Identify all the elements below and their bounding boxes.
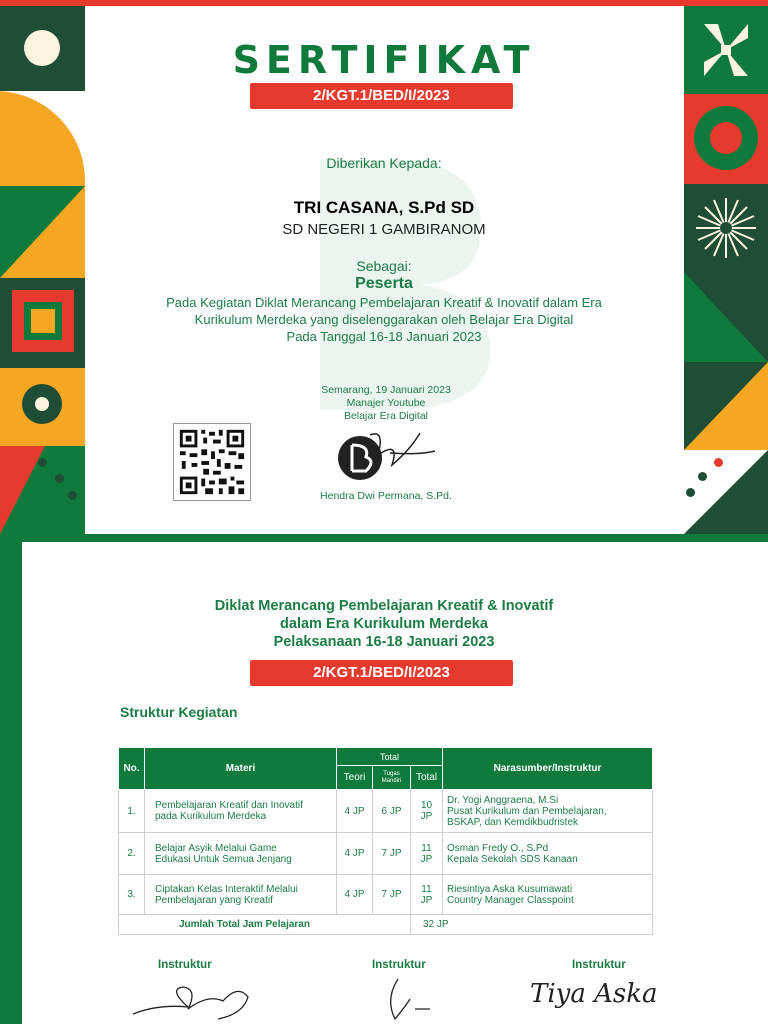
instructor-label-1: Instruktur [158,959,212,971]
row-materi-line: Pembelajaran yang Kreatif [155,894,273,906]
page2-top-bar [0,534,768,542]
section-title: Struktur Kegiatan [120,704,238,720]
given-to-label: Diberikan Kepada: [326,155,442,171]
row-materi-line: pada Kurikulum Merdeka [155,811,267,822]
row-materi-line: Pembelajaran Kreatif dan Inovatif [155,800,303,811]
row-narasumber [443,875,653,915]
row-narasumber [443,790,653,833]
signer-title-1: Manajer Youtube [346,397,426,409]
participant-role: Peserta [355,275,413,292]
recipient-name: TRI CASANA, S.Pd SD [293,198,475,217]
desc-line-2: Kurikulum Merdeka yang diselenggarakan oleh Belajar Era Digital [194,312,574,327]
row-total: 11 JP [411,833,443,875]
left-decor-orange-tile [0,91,85,186]
table-row [119,875,653,915]
row-teori: 4 JP [337,875,373,915]
row-no: 1. [119,790,145,833]
row-teori: 4 JP [337,833,373,875]
signature-with-stamp [330,425,440,487]
header-materi: Materi [145,748,337,790]
sum-value: 32 JP [411,915,653,935]
row-nara-line: Pusat Kurikulum dan Pembelajaran, [447,805,607,817]
header-mandiri-label: Mandiri [381,777,402,784]
row-materi-line: Belajar Asyik Melalui Game [155,842,277,854]
structure-title-line-1: Diklat Merancang Pembelajaran Kreatif & Inovatif [214,598,554,614]
instructor-label-2: Instruktur [372,959,426,971]
row-materi [145,790,337,833]
structure-code: 2/KGT.1/BED/I/2023 [250,660,513,686]
activity-table [118,747,653,935]
row-total: 11 JP [411,875,443,915]
row-materi-line: Ciptakan Kelas Interaktif Melalui [155,883,298,895]
row-materi-line: Edukasi Untuk Semua Jenjang [155,853,292,865]
row-teori: 4 JP [337,790,373,833]
structure-page [0,534,768,1024]
row-no: 2. [119,833,145,875]
header-narasumber: Narasumber/Instruktur [443,748,653,790]
row-materi [145,833,337,875]
table-row [119,833,653,875]
sum-label: Jumlah Total Jam Pelajaran [119,915,411,935]
right-decor-orange-tile [684,362,768,450]
left-decor-bottom-tile [0,446,85,534]
row-materi [145,875,337,915]
header-total-group: Total [337,748,443,766]
certificate-title: SERTIFIKAT [232,38,536,82]
row-total: 10 JP [411,790,443,833]
instructor-signature-3: Tiya Aska [530,979,658,1009]
row-nara-line: Riesintiya Aska Kusumawati [447,883,573,895]
desc-line-1: Pada Kegiatan Diklat Merancang Pembelajaran Kreatif & Inovatif dalam Era [166,295,602,310]
certificate-code: 2/KGT.1/BED/I/2023 [250,83,513,109]
qr-code [173,423,251,501]
instructor-signature-1 [128,979,278,1024]
header-total: Total [411,766,443,790]
signer-title-2: Belajar Era Digital [343,410,429,422]
row-nara-line: Country Manager Classpoint [447,894,574,906]
table-row [119,790,653,833]
header-tugas-mandiri [373,766,411,790]
as-label: Sebagai: [356,258,412,274]
event-description [110,294,658,345]
row-nara-line: Kepala Sekolah SDS Kanaan [447,853,578,865]
row-nara-line: Dr. Yogi Anggraena, M.Si [447,794,559,806]
structure-title-line-2: dalam Era Kurikulum Merdeka [280,616,488,632]
instructor-signature-2 [370,979,520,1024]
row-tugas: 7 JP [373,875,411,915]
table-sum-row [119,915,653,935]
recipient-school: SD NEGERI 1 GAMBIRANOM [282,221,486,238]
header-tugas-label: Tugas [383,770,400,777]
row-nara-line: BSKAP, dan Kemdikbudristek [447,816,579,828]
structure-title-line-3: Pelaksanaan 16-18 Januari 2023 [273,634,495,650]
signer-name: Hendra Dwi Permana, S.Pd. [320,490,452,502]
row-nara-line: Osman Fredy O., S.Pd [447,842,549,854]
desc-line-3: Pada Tanggal 16-18 Januari 2023 [286,329,482,344]
header-teori: Teori [337,766,373,790]
left-decor-dot-tile [0,368,85,446]
row-tugas: 7 JP [373,833,411,875]
row-tugas: 6 JP [373,790,411,833]
place-date: Semarang, 19 Januari 2023 [321,384,451,396]
right-decor-bottom-tile [684,450,768,534]
row-no: 3. [119,875,145,915]
signature-block [276,384,496,423]
top-red-bar [0,0,768,6]
instructor-label-3: Instruktur [572,959,626,971]
header-no: No. [119,748,145,790]
row-narasumber [443,833,653,875]
